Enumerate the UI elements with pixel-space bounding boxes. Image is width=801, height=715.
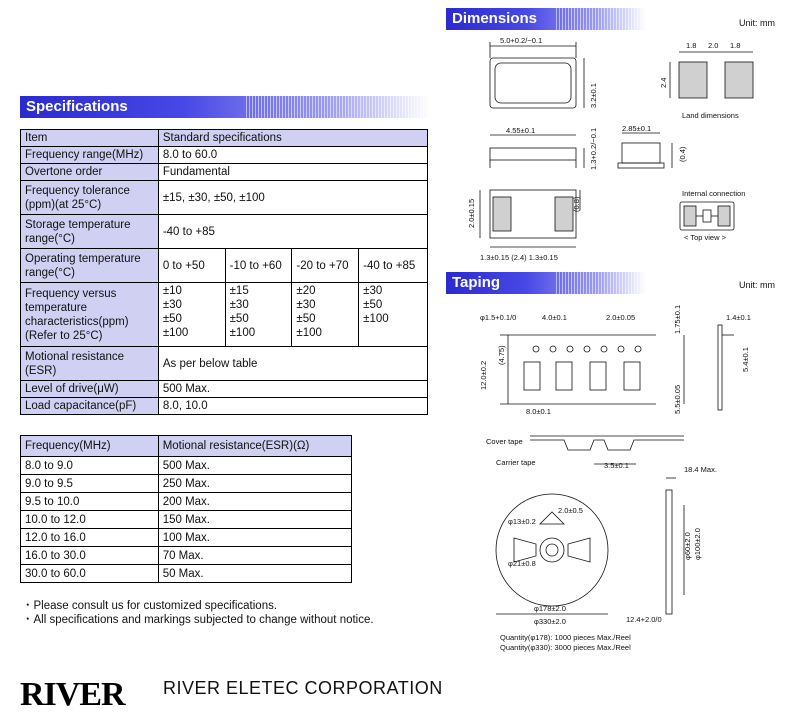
table-row	[21, 164, 428, 181]
svg-text:(0.4): (0.4)	[678, 146, 687, 162]
table-row: 12.0 to 16.0 100 Max.	[21, 529, 352, 547]
svg-text:Quantity(φ330): 3000 pieces Ma: Quantity(φ330): 3000 pieces Max./Reel	[500, 643, 631, 652]
svg-text:φ60±2.0: φ60±2.0	[683, 532, 692, 560]
svg-text:< Top view >: < Top view >	[684, 233, 726, 242]
table-row	[21, 181, 428, 215]
row-value: ±20 ±30 ±50 ±100	[292, 283, 359, 347]
svg-text:φ21±0.8: φ21±0.8	[508, 559, 536, 568]
row-value: 8.0 to 60.0	[158, 147, 427, 164]
table-row	[21, 130, 428, 147]
dimensions-unit: Unit: mm	[739, 18, 775, 28]
technical-drawings	[444, 0, 799, 660]
svg-text:2.0±0.5: 2.0±0.5	[558, 506, 583, 515]
svg-text:φ13±0.2: φ13±0.2	[508, 517, 536, 526]
table-row	[21, 398, 428, 415]
svg-text:4.55±0.1: 4.55±0.1	[506, 126, 536, 135]
svg-text:2.0±0.15: 2.0±0.15	[467, 198, 476, 228]
row-label: Operating temperature range(°C)	[21, 249, 159, 283]
table-row	[21, 215, 428, 249]
row-label: Frequency range(MHz)	[21, 147, 159, 164]
dimensions-title: Dimensions	[452, 10, 538, 27]
row-value: 500 Max.	[158, 381, 427, 398]
row-value: -40 to +85	[359, 249, 428, 283]
table-row: 8.0 to 9.0 500 Max.	[21, 457, 352, 475]
row-label: Motional resistance (ESR)	[21, 347, 159, 381]
svg-text:12.4+2.0/0: 12.4+2.0/0	[626, 615, 662, 624]
row-label: Load capacitance(pF)	[21, 398, 159, 415]
table-row: 16.0 to 30.0 70 Max.	[21, 547, 352, 565]
table-row: 9.5 to 10.0 200 Max.	[21, 493, 352, 511]
taping-title: Taping	[452, 274, 501, 291]
row-label: Overtone order	[21, 164, 159, 181]
svg-text:φ1.5+0.1/0: φ1.5+0.1/0	[480, 313, 517, 322]
land-dimensions-drawing	[670, 52, 753, 98]
row-label: Frequency versus temperature characteristics(ppm) (Refer to 25°C)	[21, 283, 159, 347]
svg-text:8.0±0.1: 8.0±0.1	[526, 407, 551, 416]
svg-text:12.0±0.2: 12.0±0.2	[479, 360, 488, 390]
svg-text:1.8: 1.8	[730, 41, 741, 50]
row-value: As per below table	[158, 347, 427, 381]
header-resistance: Motional resistance(ESR)(Ω)	[158, 436, 351, 457]
row-value: ±15 ±30 ±50 ±100	[225, 283, 292, 347]
internal-connection-drawing	[680, 202, 734, 230]
svg-text:φ330±2.0: φ330±2.0	[534, 617, 566, 626]
svg-text:2.0: 2.0	[708, 41, 719, 50]
specifications-header	[20, 96, 430, 118]
row-value: Fundamental	[158, 164, 427, 181]
svg-text:1.3±0.15 (2.4) 1.3±0.15: 1.3±0.15 (2.4) 1.3±0.15	[480, 253, 558, 262]
row-value: ±10 ±30 ±50 ±100	[158, 283, 225, 347]
svg-text:1.3+0.2/−0.1: 1.3+0.2/−0.1	[589, 127, 598, 170]
side-view-drawing	[490, 135, 584, 168]
row-value: ±15, ±30, ±50, ±100	[158, 181, 427, 215]
end-view-drawing	[618, 133, 672, 168]
row-label: Level of drive(μW)	[21, 381, 159, 398]
svg-text:2.4: 2.4	[659, 77, 668, 88]
table-row	[21, 436, 352, 457]
row-label: Frequency tolerance (ppm)(at 25°C)	[21, 181, 159, 215]
table-row: 10.0 to 12.0 150 Max.	[21, 511, 352, 529]
row-value: -20 to +70	[292, 249, 359, 283]
svg-text:5.4±0.1: 5.4±0.1	[741, 347, 750, 372]
tape-drawing	[500, 325, 734, 410]
esr-table	[20, 435, 352, 583]
svg-text:(0.8): (0.8)	[572, 196, 581, 212]
row-value: -10 to +60	[225, 249, 292, 283]
svg-text:Cover tape: Cover tape	[486, 437, 523, 446]
taping-unit: Unit: mm	[739, 280, 775, 290]
svg-text:1.8: 1.8	[686, 41, 697, 50]
svg-text:5.5±0.05: 5.5±0.05	[673, 384, 682, 414]
svg-text:φ178±2.0: φ178±2.0	[534, 604, 566, 613]
row-value: -40 to +85	[158, 215, 427, 249]
header-frequency: Frequency(MHz)	[21, 436, 159, 457]
note-customized: ・Please consult us for customized specifications.	[22, 600, 278, 612]
reel-drawing	[496, 478, 684, 614]
top-view-drawing	[490, 42, 584, 108]
bottom-view-drawing	[480, 190, 580, 247]
svg-text:18.4 Max.: 18.4 Max.	[684, 465, 717, 474]
table-row: 9.0 to 9.5 250 Max.	[21, 475, 352, 493]
specifications-title: Specifications	[26, 98, 128, 115]
table-row	[21, 347, 428, 381]
company-name: RIVER ELETEC CORPORATION	[163, 678, 443, 698]
table-row	[21, 283, 428, 347]
svg-text:(4.75): (4.75)	[497, 345, 506, 365]
svg-text:Carrier tape: Carrier tape	[496, 458, 536, 467]
svg-text:4.0±0.1: 4.0±0.1	[542, 313, 567, 322]
header-item: Item	[21, 130, 159, 147]
svg-text:Land dimensions: Land dimensions	[682, 111, 739, 120]
row-label: Storage temperature range(°C)	[21, 215, 159, 249]
table-row	[21, 381, 428, 398]
header-standard: Standard specifications	[158, 130, 427, 147]
table-row	[21, 147, 428, 164]
specifications-table	[20, 129, 428, 415]
svg-text:1.75±0.1: 1.75±0.1	[673, 304, 682, 334]
table-row	[21, 249, 428, 283]
svg-text:3.2±0.1: 3.2±0.1	[589, 83, 598, 108]
svg-text:3.5±0.1: 3.5±0.1	[604, 461, 629, 470]
river-logo: RIVER	[20, 676, 125, 713]
note-change: ・All specifications and markings subjected to change without notice.	[22, 614, 374, 626]
svg-text:φ100±2.0: φ100±2.0	[693, 528, 702, 560]
svg-text:5.0+0.2/−0.1: 5.0+0.2/−0.1	[500, 36, 543, 45]
svg-text:2.0±0.05: 2.0±0.05	[606, 313, 636, 322]
svg-text:2.85±0.1: 2.85±0.1	[622, 124, 652, 133]
row-value: 0 to +50	[158, 249, 225, 283]
svg-text:Internal connection: Internal connection	[682, 189, 746, 198]
carrier-tape-drawing	[530, 436, 684, 464]
svg-text:Quantity(φ178): 1000 pieces Ma: Quantity(φ178): 1000 pieces Max./Reel	[500, 633, 631, 642]
svg-text:1.4±0.1: 1.4±0.1	[726, 313, 751, 322]
row-value: ±30 ±50 ±100	[359, 283, 428, 347]
row-value: 8.0, 10.0	[158, 398, 427, 415]
table-row: 30.0 to 60.0 50 Max.	[21, 565, 352, 583]
